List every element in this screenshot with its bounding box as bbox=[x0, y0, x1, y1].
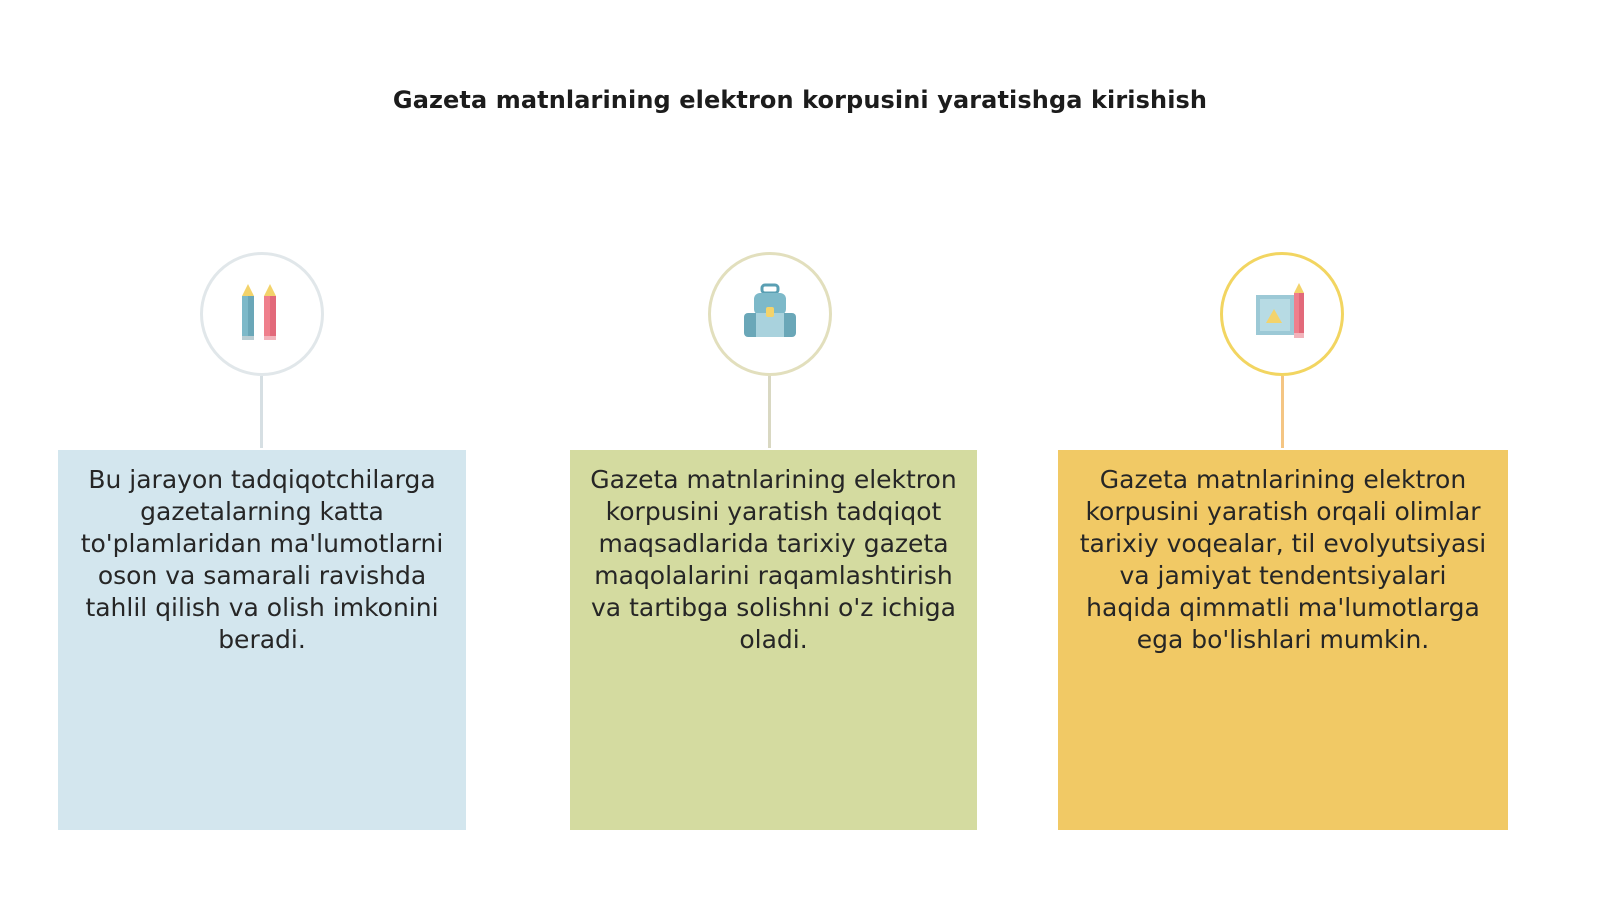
step-2-connector bbox=[768, 376, 771, 448]
step-2-text: Gazeta matnlarining elektron korpusini yaratish tadqiqot maqsadlarida tarixiy gazeta maqolalarini raqamlashtirish va tartibga solishni o'z ichiga oladi. bbox=[590, 465, 957, 654]
step-2-card bbox=[570, 450, 977, 830]
backpack-icon bbox=[740, 283, 800, 345]
step-3-text: Gazeta matnlarining elektron korpusini yaratish orqali olimlar tarixiy voqealar, til evolyutsiyasi va jamiyat tendentsiyalari haqida qimmatli ma'lumotlarga ega bo'lishlari mumkin. bbox=[1079, 465, 1487, 654]
pencils-icon bbox=[236, 282, 288, 346]
step-1-text: Bu jarayon tadqiqotchilarga gazetalarning katta to'plamlaridan ma'lumotlarni oson va samarali ravishda tahlil qilish va olish imkonini beradi. bbox=[80, 465, 444, 654]
step-3-icon-circle bbox=[1220, 252, 1344, 376]
step-1-card bbox=[58, 450, 466, 830]
page-title: Gazeta matnlarining elektron korpusini yaratishga kirishish bbox=[392, 86, 1208, 114]
step-1-icon-circle bbox=[200, 252, 324, 376]
drawing-pencil-icon bbox=[1252, 283, 1312, 345]
step-3-connector bbox=[1281, 376, 1284, 448]
step-1-connector bbox=[260, 376, 263, 448]
step-2-icon-circle bbox=[708, 252, 832, 376]
step-3-card bbox=[1058, 450, 1508, 830]
